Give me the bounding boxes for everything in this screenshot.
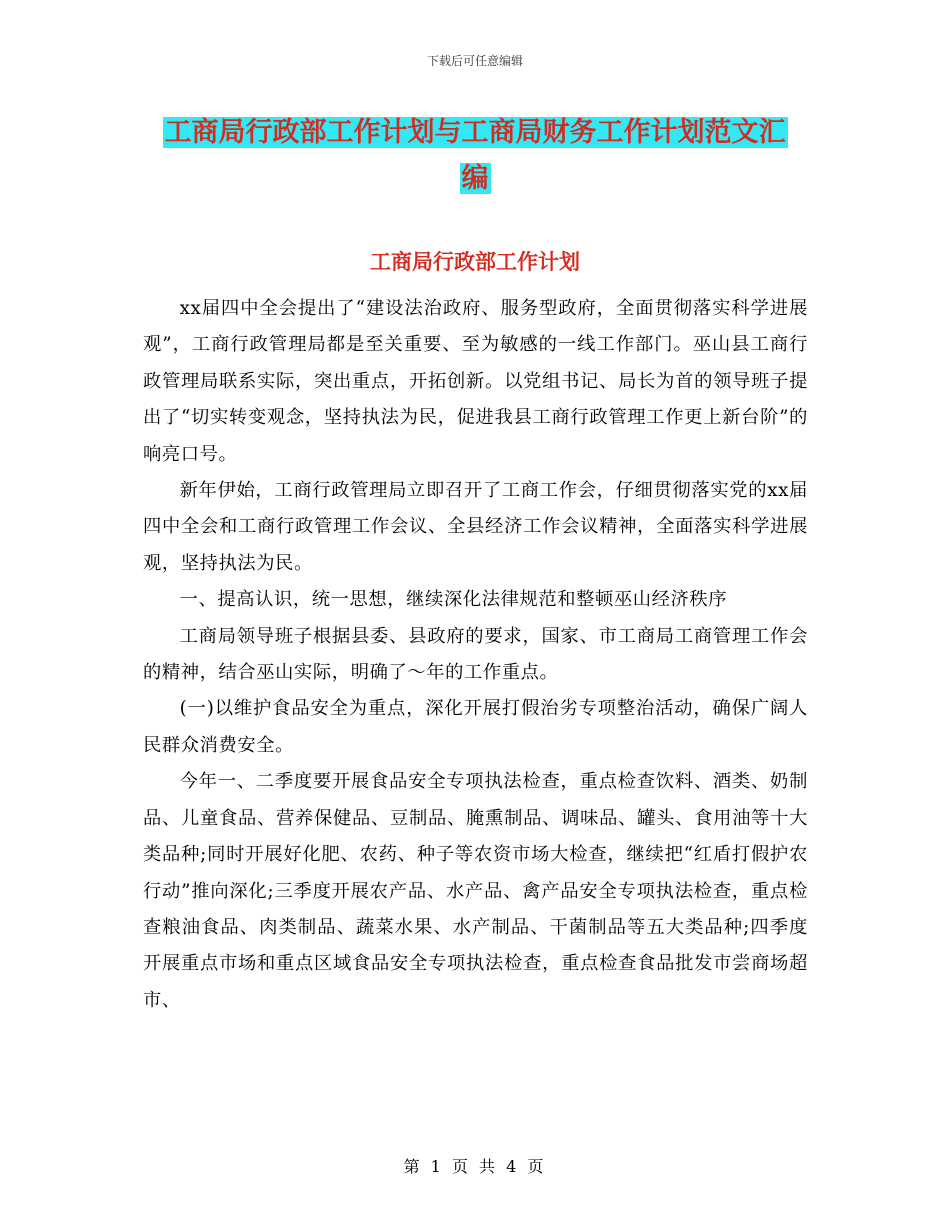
- document-title-line1: 工商局行政部工作计划与工商局财务工作计划范文汇: [164, 117, 786, 148]
- document-body: [143, 291, 808, 1019]
- paragraph: xx届四中全会提出了“建设法治政府、服务型政府，全面贯彻落实科学进展观”，工商行政管理局都是至关重要、至为敏感的一线工作部门。巫山县工商行政管理局联系实际，突出重点，开拓创新。以党组书记、局长为首的领导班子提出了“切实转变观念，坚持执法为民，促进我县工商行政管理工作更上新台阶”的响亮口号。: [143, 298, 808, 465]
- document-title-line2: 编: [461, 163, 489, 194]
- paragraph: 今年一、二季度要开展食品安全专项执法检查，重点检查饮料、酒类、奶制品、儿童食品、营养保健品、豆制品、腌熏制品、调味品、罐头、食用油等十大类品种;同时开展好化肥、农药、种子等农资市场大检查，继续把“红盾打假护农行动”推向深化;三季度开展农产品、水产品、禽产品安全专项执法检查，重点检查粮油食品、肉类制品、蔬菜水果、水产制品、干菌制品等五大类品种;四季度开展重点市场和重点区域食品安全专项执法检查，重点检查食品批发市尝商场超市、: [143, 771, 808, 1011]
- paragraph: (一)以维护食品安全为重点，深化开展打假治劣专项整治活动，确保广阔人民群众消费安全。: [143, 698, 808, 756]
- paragraph: 一、提高认识，统一思想，继续深化法律规范和整顿巫山经济秩序: [179, 589, 728, 611]
- page-number: 第 1 页 共 4 页: [403, 1157, 547, 1176]
- paragraph: 新年伊始，工商行政管理局立即召开了工商工作会，仔细贯彻落实党的xx届四中全会和工商行政管理工作会议、全县经济工作会议精神，全面落实科学进展观，坚持执法为民。: [143, 480, 808, 574]
- document-title: [140, 110, 810, 202]
- paragraph: 工商局领导班子根据县委、县政府的要求，国家、市工商局工商管理工作会的精神，结合巫山实际，明确了～年的工作重点。: [143, 625, 808, 684]
- page-header-note: 下载后可任意编辑: [426, 54, 523, 68]
- section-title: 工商局行政部工作计划: [370, 250, 580, 274]
